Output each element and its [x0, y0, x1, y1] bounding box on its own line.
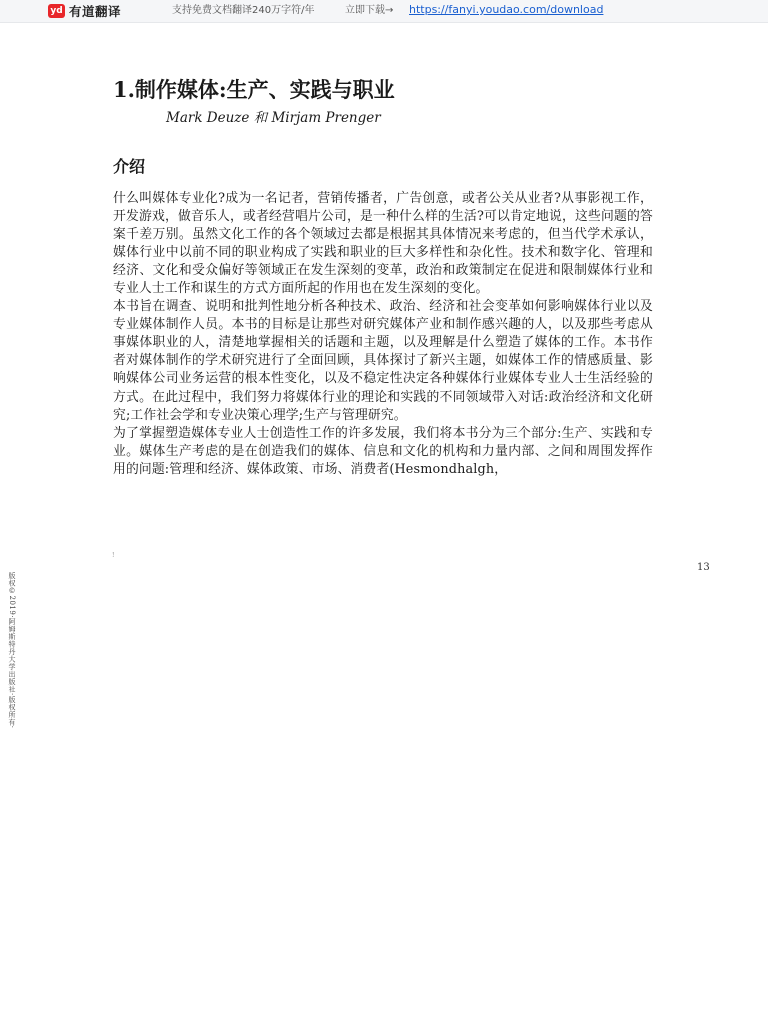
body-text: [113, 190, 653, 479]
promo-text: 支持免费文档翻译240万字符/年: [172, 5, 315, 16]
paragraph-2: 本书旨在调查、说明和批判性地分析各种技术、政治、经济和社会变革如何影响媒体行业以及专业媒体制作人员。本书的目标是让那些对研究媒体产业和制作感兴趣的人，以及那些考虑从事媒体职业的人，清楚地掌握相关的话题和主题，以及理解是什么塑造了媒体的工作。本书作者对媒体制作的学术研究进行了全面回顾，具体探讨了新兴主题，如媒体工作的情感质量、影响媒体公司业务运营的根本性变化，以及不稳定性决定各种媒体行业媒体专业人士生活经验的方式。在此过程中，我们努力将媒体行业的理论和实践的不同领域带入对话:政治经济和文化研究;工作社会学和专业决策心理学;生产与管理研究。: [113, 299, 653, 423]
download-label[interactable]: 立即下载→: [345, 5, 394, 16]
paragraph-3: 为了掌握塑造媒体专业人士创造性工作的许多发展，我们将本书分为三个部分:生产、实践和专业。媒体生产考虑的是在创造我们的媒体、信息和文化的机构和力量内部、之间和周围发挥作用的问题:管理和经济、媒体政策、市场、消费者(Hesmondhalgh，: [113, 425, 653, 477]
youdao-logo[interactable]: [48, 3, 121, 19]
youdao-logo-icon: yd: [48, 4, 65, 18]
chapter-title: 1.制作媒体:生产、实践与职业: [113, 77, 395, 102]
copyright-side-note: 版权©2019·阿姆斯特丹大学出版社·版权所有·: [8, 572, 16, 729]
logo-text: 有道翻译: [69, 4, 122, 19]
chapter-authors: Mark Deuze 和 Mirjam Prenger: [166, 110, 381, 126]
section-heading: 介绍: [113, 157, 146, 176]
download-link[interactable]: https://fanyi.youdao.com/download: [409, 3, 604, 16]
translation-toolbar: [0, 0, 768, 23]
page-number: 13: [697, 562, 710, 573]
paragraph-1: 什么叫媒体专业化?成为一名记者，营销传播者，广告创意，或者公关从业者?从事影视工作，开发游戏，做音乐人，或者经营唱片公司，是一种什么样的生活?可以肯定地说，这些问题的答案千差万别。虽然文化工作的各个领域过去都是根据其具体情况来考虑的，但当代学术承认，媒体行业中以前不同的职业构成了实践和职业的巨大多样性和杂化性。技术和数字化、管理和经济、文化和受众偏好等领域正在发生深刻的变革，政治和政策制定在促进和限制媒体行业和专业人士工作和谋生的方式方面所起的作用也在发生深刻的变化。: [113, 191, 653, 297]
footnote-mark: !: [112, 552, 115, 559]
